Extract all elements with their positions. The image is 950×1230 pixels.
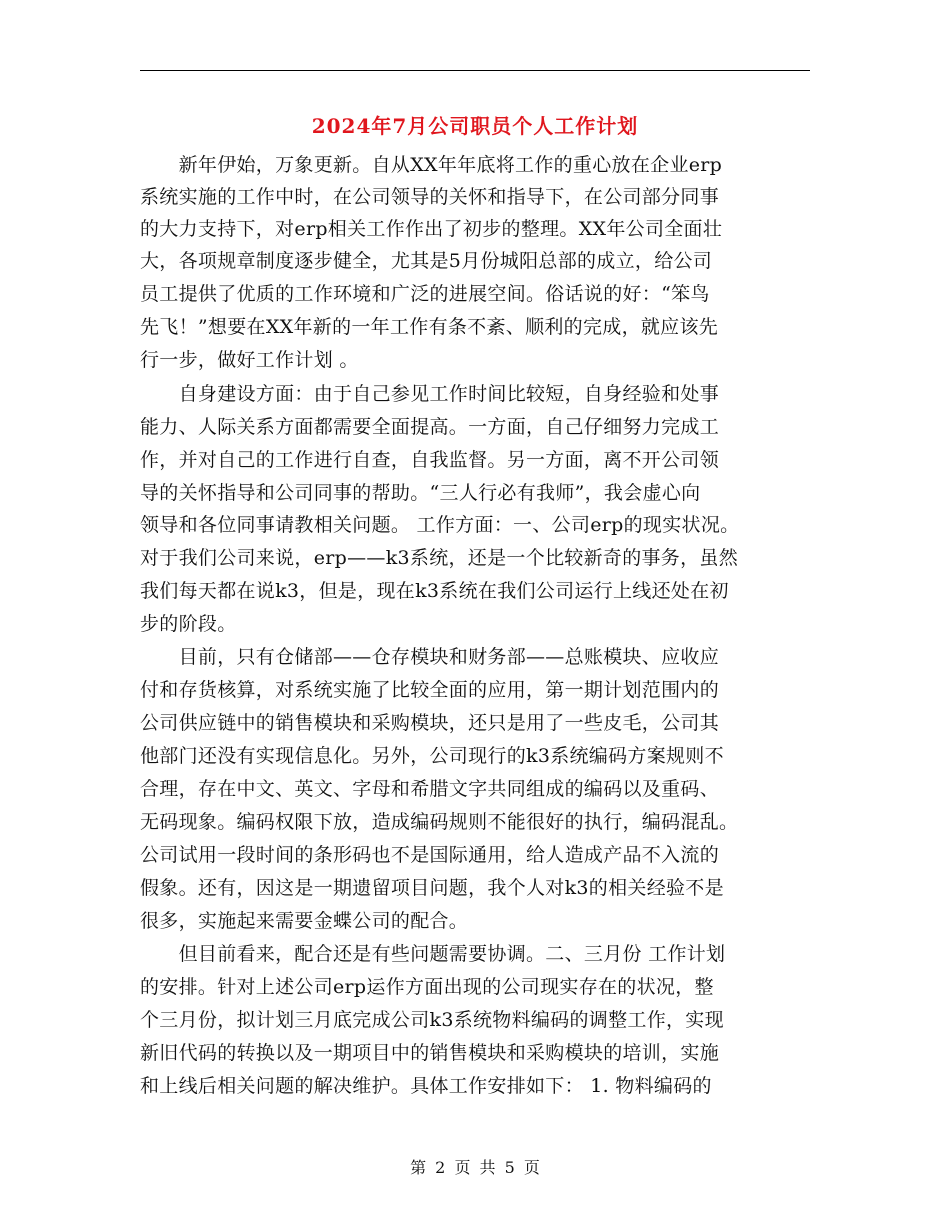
- text-line: 很多，实施起来需要金蝶公司的配合。: [140, 910, 469, 932]
- text-line: 大，各项规章制度逐步健全，尤其是5月份城阳总部的成立，给公司: [140, 250, 713, 272]
- text-line: 新年伊始，万象更新。自从XX年年底将工作的重心放在企业erp: [140, 154, 723, 176]
- header-rule: [140, 70, 810, 71]
- text-line: 员工提供了优质的工作环境和广泛的进展空间。俗话说的好：“笨鸟: [140, 283, 710, 305]
- text-line: 作，并对自己的工作进行自查，自我监督。另一方面，离不开公司领: [140, 449, 720, 471]
- text-line: 的大力支持下，对erp相关工作作出了初步的整理。XX年公司全面壮: [140, 218, 723, 240]
- text-line: 假象。还有，因这是一期遗留项目问题，我个人对k3的相关经验不是: [140, 877, 724, 899]
- text-line: 但目前看来，配合还是有些问题需要协调。二、三月份 工作计划: [140, 943, 726, 965]
- text-line: 对于我们公司来说，erp——k3系统，还是一个比较新奇的事务，虽然: [140, 547, 738, 569]
- text-line: 步的阶段。: [140, 613, 237, 635]
- text-line: 能力、人际关系方面都需要全面提高。一方面，自己仔细努力完成工: [140, 416, 720, 438]
- text-line: 先飞！”想要在XX年新的一年工作有条不紊、顺利的完成，就应该先: [140, 316, 719, 338]
- text-line: 的安排。针对上述公司erp运作方面出现的公司现实存在的状况，整: [140, 976, 714, 998]
- text-line: 付和存货核算，对系统实施了比较全面的应用，第一期计划范围内的: [140, 679, 720, 701]
- text-line: 目前，只有仓储部——仓存模块和财务部——总账模块、应收应: [140, 646, 720, 668]
- text-line: 系统实施的工作中时，在公司领导的关怀和指导下，在公司部分同事: [140, 186, 720, 208]
- text-line: 领导和各位同事请教相关问题。 工作方面：一、公司erp的现实状况。: [140, 514, 740, 536]
- text-line: 行一步，做好工作计划 。: [140, 349, 359, 371]
- text-line: 无码现象。编码权限下放，造成编码规则不能很好的执行，编码混乱。: [140, 811, 739, 833]
- text-line: 合理，存在中文、英文、字母和希腊文字共同组成的编码以及重码、: [140, 778, 720, 800]
- page-title: 2024年7月公司职员个人工作计划: [311, 114, 639, 138]
- text-line: 我们每天都在说k3，但是，现在k3系统在我们公司运行上线还处在初: [140, 580, 729, 602]
- text-line: 公司供应链中的销售模块和采购模块，还只是用了一些皮毛，公司其: [140, 712, 720, 734]
- text-line: 和上线后相关问题的解决维护。具体工作安排如下： 1. 物料编码的: [140, 1075, 712, 1097]
- text-line: 公司试用一段时间的条形码也不是国际通用，给人造成产品不入流的: [140, 844, 720, 866]
- text-line: 自身建设方面：由于自己参见工作时间比较短，自身经验和处事: [140, 383, 720, 405]
- text-line: 他部门还没有实现信息化。另外，公司现行的k3系统编码方案规则不: [140, 745, 724, 767]
- text-line: 新旧代码的转换以及一期项目中的销售模块和采购模块的培训，实施: [140, 1042, 720, 1064]
- text-line: 导的关怀指导和公司同事的帮助。“三人行必有我师”，我会虚心向: [140, 482, 701, 504]
- text-line: 个三月份，拟计划三月底完成公司k3系统物料编码的调整工作，实现: [140, 1009, 724, 1031]
- page-number: 第 2 页 共 5 页: [410, 1158, 540, 1177]
